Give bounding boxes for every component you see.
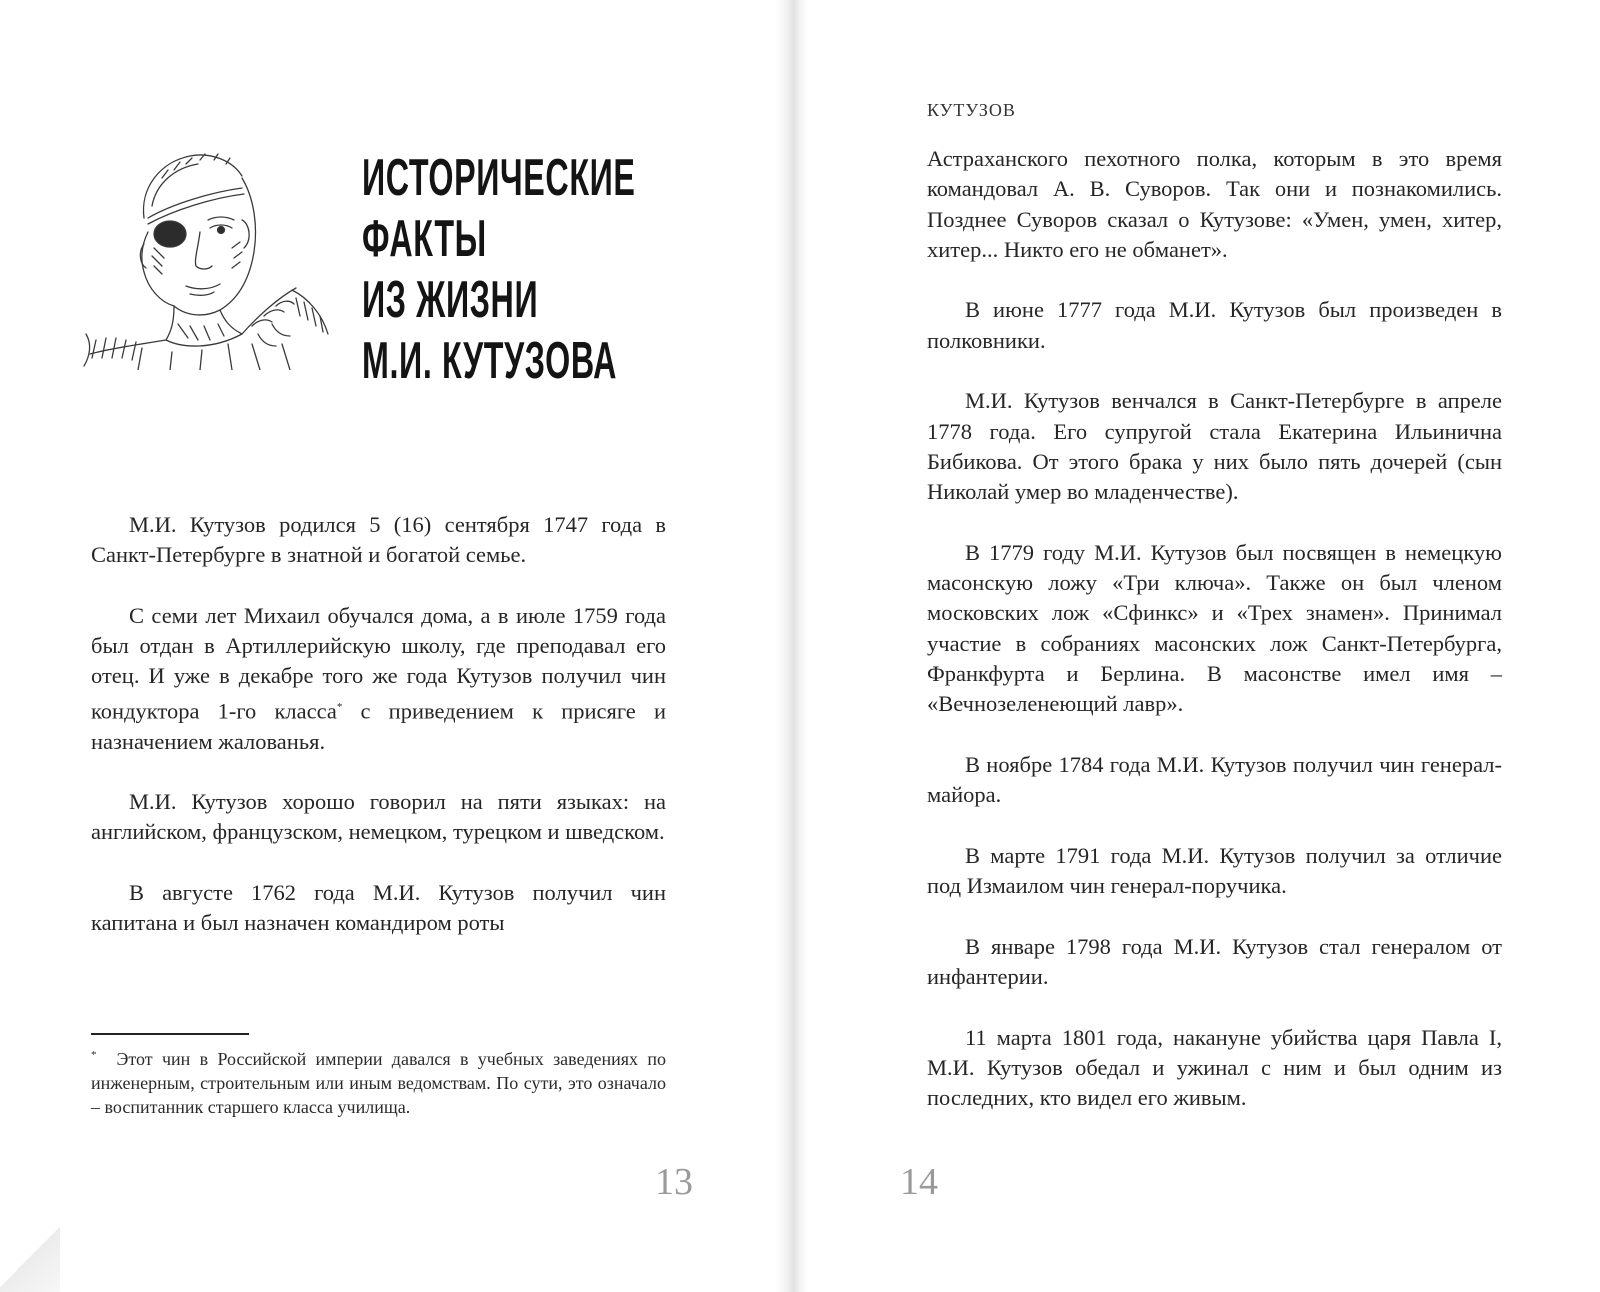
- footnote: [91, 1043, 666, 1119]
- paragraph: М.И. Кутузов хорошо говорил на пяти языках: на английском, французском, немецком, турецком и шведском.: [91, 789, 666, 845]
- right-body-text: [927, 144, 1502, 1144]
- paragraph-text: С семи лет Михаил обучался дома, а в июле 1759 года был отдан в Артиллерийскую школу, где преподавал его отец. И уже в декабре того же года Кутузов получил чин кондуктора 1-го класса: [91, 602, 666, 724]
- left-body-text: [91, 510, 666, 969]
- paragraph: 11 марта 1801 года, накануне убийства царя Павла I, М.И. Кутузов обедал и ужинал с ним и был одним из последних, кто видел его живым.: [927, 1024, 1502, 1111]
- footnote-text: Этот чин в Российской империи давался в учебных заведениях по инженерным, строительным или иным ведомствам. По сути, это означало – воспитанник старшего класса училища.: [91, 1049, 666, 1117]
- paragraph: В июне 1777 года М.И. Кутузов был произведен в полковники.: [927, 297, 1502, 353]
- paragraph: В январе 1798 года М.И. Кутузов стал генералом от инфантерии.: [927, 933, 1502, 990]
- book-gutter: [776, 0, 808, 1292]
- paragraph: М.И. Кутузов родился 5 (16) сентября 1747 года в Санкт-Петербурге в знатной и богатой семье.: [91, 512, 666, 568]
- kutuzov-portrait-illustration: [82, 148, 332, 370]
- page-number: 13: [655, 1161, 693, 1203]
- paragraph: В августе 1762 года М.И. Кутузов получил чин капитана и был назначен командиром роты: [91, 880, 666, 936]
- title-line: М.И. КУТУЗОВА: [362, 332, 618, 390]
- paragraph: В 1779 году М.И. Кутузов был посвящен в немецкую масонскую ложу «Три ключа». Также он был членом московских лож «Сфинкс» и «Трех знамен». Принимал участие в собраниях масонских лож Санкт-Петербурга, Франкфурта и Берлина. В масонстве имел имя – «Вечнозеленеющий лавр».: [927, 539, 1502, 717]
- paragraph: В марте 1791 года М.И. Кутузов получил за отличие под Измаилом чин генерал-поручика.: [927, 842, 1502, 899]
- footnote-mark: *: [91, 1049, 97, 1061]
- running-head: КУТУЗОВ: [927, 100, 1016, 120]
- title-line: ИСТОРИЧЕСКИЕ: [362, 149, 636, 207]
- paragraph: [91, 601, 666, 757]
- chapter-title: [362, 148, 636, 392]
- paragraph-text: с приведением к присяге и назначением жалованья.: [91, 698, 666, 754]
- left-page: [0, 0, 795, 1292]
- paragraph: В ноябре 1784 года М.И. Кутузов получил чин генерал-майора.: [927, 751, 1502, 808]
- title-line: ИЗ ЖИЗНИ: [362, 271, 539, 329]
- page-number: 14: [900, 1161, 938, 1203]
- page-corner: [0, 1222, 60, 1292]
- footnote-reference: *: [336, 700, 343, 713]
- footnote-divider: [91, 1033, 249, 1035]
- paragraph: Астраханского пехотного полка, которым в это время командовал А. В. Суворов. Так они и познакомились. Позднее Суворов сказал о Кутузове: «Умен, умен, хитер, хитер... Никто его не обманет».: [927, 146, 1502, 262]
- title-line: ФАКТЫ: [362, 210, 487, 268]
- paragraph: М.И. Кутузов венчался в Санкт-Петербурге в апреле 1778 года. Его супругой стала Екатерина Ильинична Бибикова. От этого брака у них было пять дочерей (сын Николай умер во младенчестве).: [927, 388, 1502, 505]
